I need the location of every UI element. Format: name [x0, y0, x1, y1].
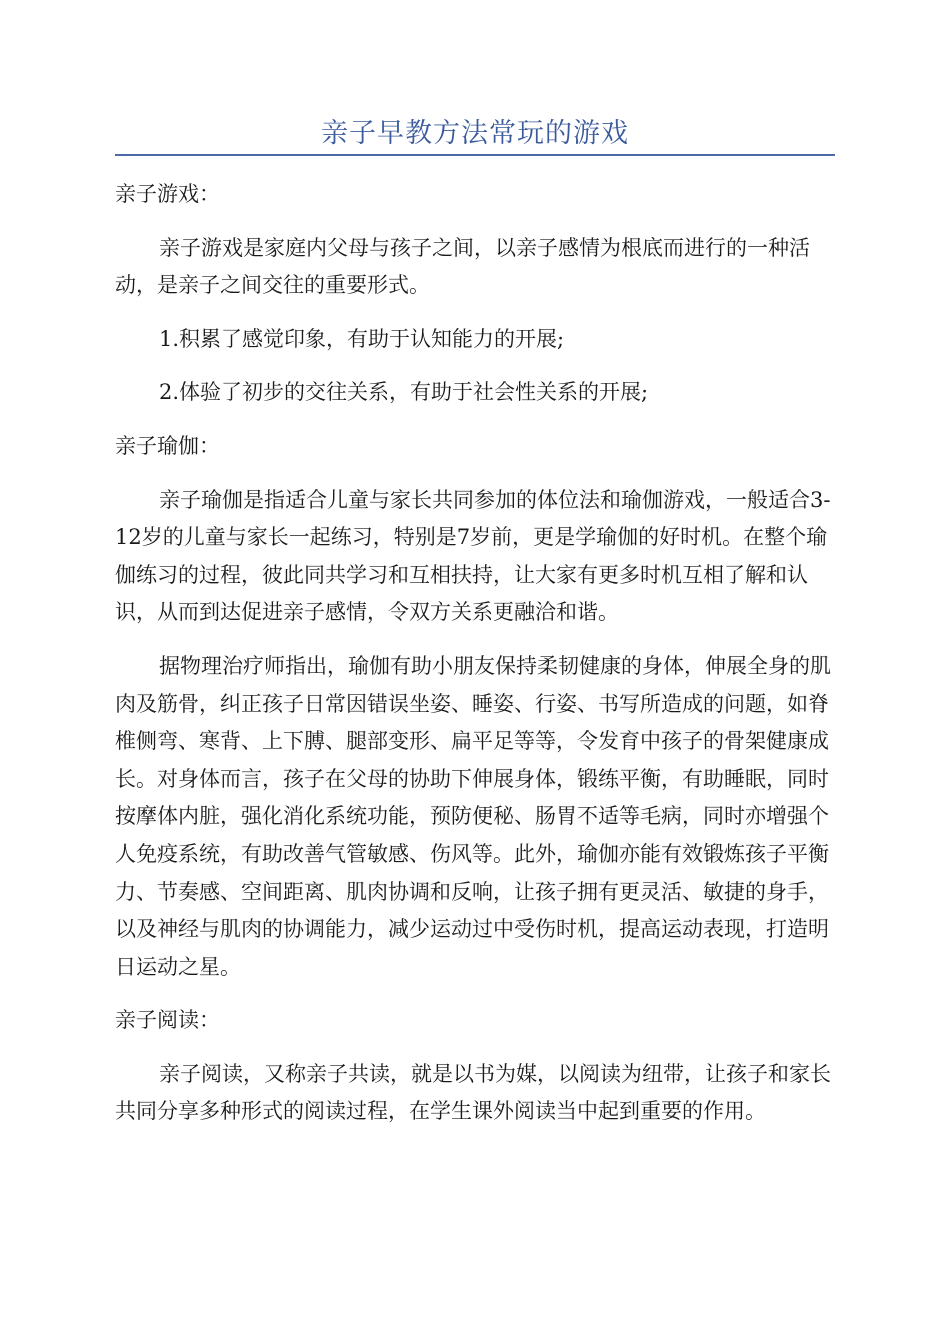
spacer [115, 986, 835, 1002]
spacer [115, 358, 835, 374]
spacer [115, 1040, 835, 1056]
document-body [115, 176, 835, 1131]
spacer [115, 412, 835, 428]
paragraph: 亲子游戏是家庭内父母与孩子之间，以亲子感情为根底而进行的一种活动，是亲子之间交往的重要形式。 [115, 235, 810, 298]
section-heading-reading: 亲子阅读： [115, 1008, 220, 1033]
paragraph: 据物理治疗师指出，瑜伽有助小朋友保持柔韧健康的身体，伸展全身的肌肉及筋骨，纠正孩子日常因错误坐姿、睡姿、行姿、书写所造成的问题，如脊椎侧弯、寒背、上下膊、腿部变形、扁平足等等，令发育中孩子的骨架健康成长。对身体而言，孩子在父母的协助下伸展身体，锻练平衡，有助睡眠，同时按摩体内脏，强化消化系统功能，预防便秘、肠胃不适等毛病，同时亦增强个人免疫系统，有助改善气管敏感、伤风等。此外，瑜伽亦能有效锻炼孩子平衡力、节奏感、空间距离、肌肉协调和反响，让孩子拥有更灵活、敏捷的身手，以及神经与肌肉的协调能力，减少运动过中受伤时机，提高运动表现，打造明日运动之星。 [115, 653, 831, 979]
list-item: 2.体验了初步的交往关系，有助于社会性关系的开展; [159, 380, 649, 405]
title-underline [115, 154, 835, 156]
spacer [115, 632, 835, 648]
section-heading-yoga: 亲子瑜伽： [115, 433, 220, 458]
paragraph: 亲子阅读，又称亲子共读，就是以书为媒，以阅读为纽带，让孩子和家长共同分享多种形式的阅读过程，在学生课外阅读当中起到重要的作用。 [115, 1061, 831, 1124]
spacer [115, 305, 835, 321]
document-title: 亲子早教方法常玩的游戏 [321, 118, 629, 149]
list-item: 1.积累了感觉印象，有助于认知能力的开展; [159, 326, 565, 351]
paragraph: 亲子瑜伽是指适合儿童与家长共同参加的体位法和瑜伽游戏，一般适合3-12岁的儿童与家长一起练习，特别是7岁前，更是学瑜伽的好时机。在整个瑜伽练习的过程，彼此同共学习和互相扶持，让大家有更多时机互相了解和认识，从而到达促进亲子感情，令双方关系更融洽和谐。 [115, 487, 831, 625]
spacer [115, 214, 835, 230]
section-heading-games: 亲子游戏： [115, 182, 220, 206]
spacer [115, 466, 835, 482]
